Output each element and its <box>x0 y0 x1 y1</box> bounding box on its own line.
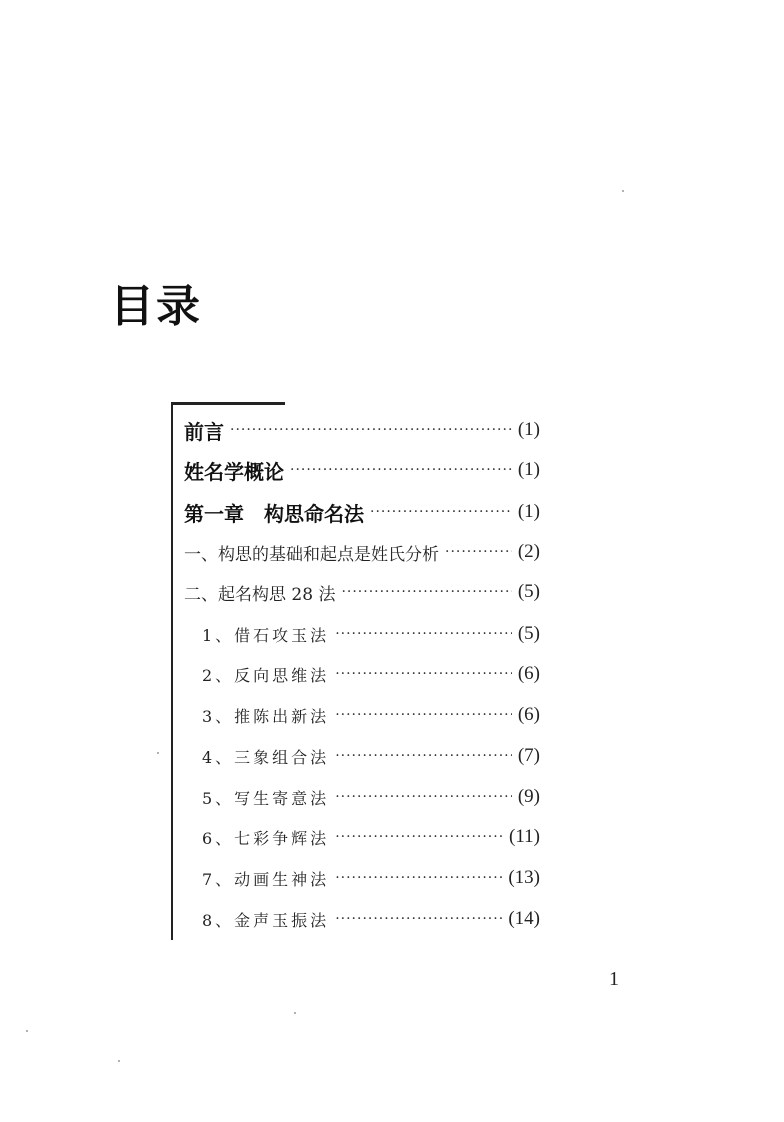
toc-entry-preface[interactable] <box>184 412 540 448</box>
scan-speck <box>622 190 624 192</box>
dot-leader <box>335 789 512 805</box>
page-number: 1 <box>609 968 619 990</box>
toc-entry-page: (1) <box>517 419 540 440</box>
toc-entry-method-6[interactable] <box>202 819 540 855</box>
toc-entry-page: (5) <box>517 623 540 644</box>
dot-leader <box>335 870 502 886</box>
toc-entry-page: (14) <box>508 908 540 929</box>
toc-entry-section-2[interactable] <box>184 574 540 610</box>
toc-entry-label: 2、反向思维法 <box>202 665 330 685</box>
dot-leader <box>341 584 511 600</box>
page-title: 目录 <box>110 281 202 333</box>
toc-entry-section-1[interactable] <box>184 534 540 570</box>
toc-entry-label: 7、动画生神法 <box>202 869 330 889</box>
dot-leader <box>370 504 512 520</box>
dot-leader <box>335 707 512 723</box>
toc-entry-label: 3、推陈出新法 <box>202 706 330 726</box>
toc-entry-page: (6) <box>517 663 540 684</box>
toc-entry-label: 1、借石攻玉法 <box>202 625 330 645</box>
dot-leader <box>335 748 512 764</box>
toc-entry-label: 一、构思的基础和起点是姓氏分析 <box>184 544 439 565</box>
scan-speck <box>118 1060 120 1062</box>
toc-entry-method-4[interactable] <box>202 738 540 774</box>
toc-entry-label: 第一章 构思命名法 <box>184 501 364 526</box>
toc-entry-page: (5) <box>517 581 540 602</box>
toc-entry-method-1[interactable] <box>202 616 540 652</box>
toc-entry-label: 4、三象组合法 <box>202 747 330 767</box>
toc-entry-page: (13) <box>508 867 540 888</box>
toc-entry-page: (1) <box>517 459 540 480</box>
dot-leader <box>230 422 512 438</box>
toc-entry-page: (11) <box>509 826 540 847</box>
scan-speck <box>294 1012 296 1014</box>
toc-entry-overview[interactable] <box>184 452 540 488</box>
toc-entry-method-3[interactable] <box>202 697 540 733</box>
toc-entry-label: 5、写生寄意法 <box>202 788 330 808</box>
toc-left-rule <box>171 402 173 940</box>
dot-leader <box>290 462 512 478</box>
scan-speck <box>26 1030 28 1032</box>
dot-leader <box>335 626 512 642</box>
toc-entry-method-7[interactable] <box>202 860 540 896</box>
dot-leader <box>335 829 503 845</box>
toc-entry-label: 8、金声玉振法 <box>202 910 330 930</box>
toc-entry-page: (6) <box>517 704 540 725</box>
toc-entry-label: 二、起名构思 28 法 <box>184 584 336 605</box>
scan-speck <box>157 752 159 754</box>
toc-entry-method-2[interactable] <box>202 656 540 692</box>
toc-entry-method-8[interactable] <box>202 901 540 937</box>
toc-entry-label: 6、七彩争辉法 <box>202 828 330 848</box>
toc-entry-page: (7) <box>517 745 540 766</box>
toc-top-rule <box>171 402 285 405</box>
toc-entry-page: (1) <box>517 501 540 522</box>
toc-entry-method-5[interactable] <box>202 779 540 815</box>
toc-entry-chapter-1[interactable] <box>184 494 540 530</box>
toc-entry-label: 前言 <box>184 419 224 444</box>
dot-leader <box>335 911 502 927</box>
dot-leader <box>335 666 512 682</box>
toc-entry-label: 姓名学概论 <box>184 459 284 484</box>
toc-entry-page: (9) <box>517 786 540 807</box>
dot-leader <box>445 544 512 560</box>
toc-entry-page: (2) <box>517 541 540 562</box>
